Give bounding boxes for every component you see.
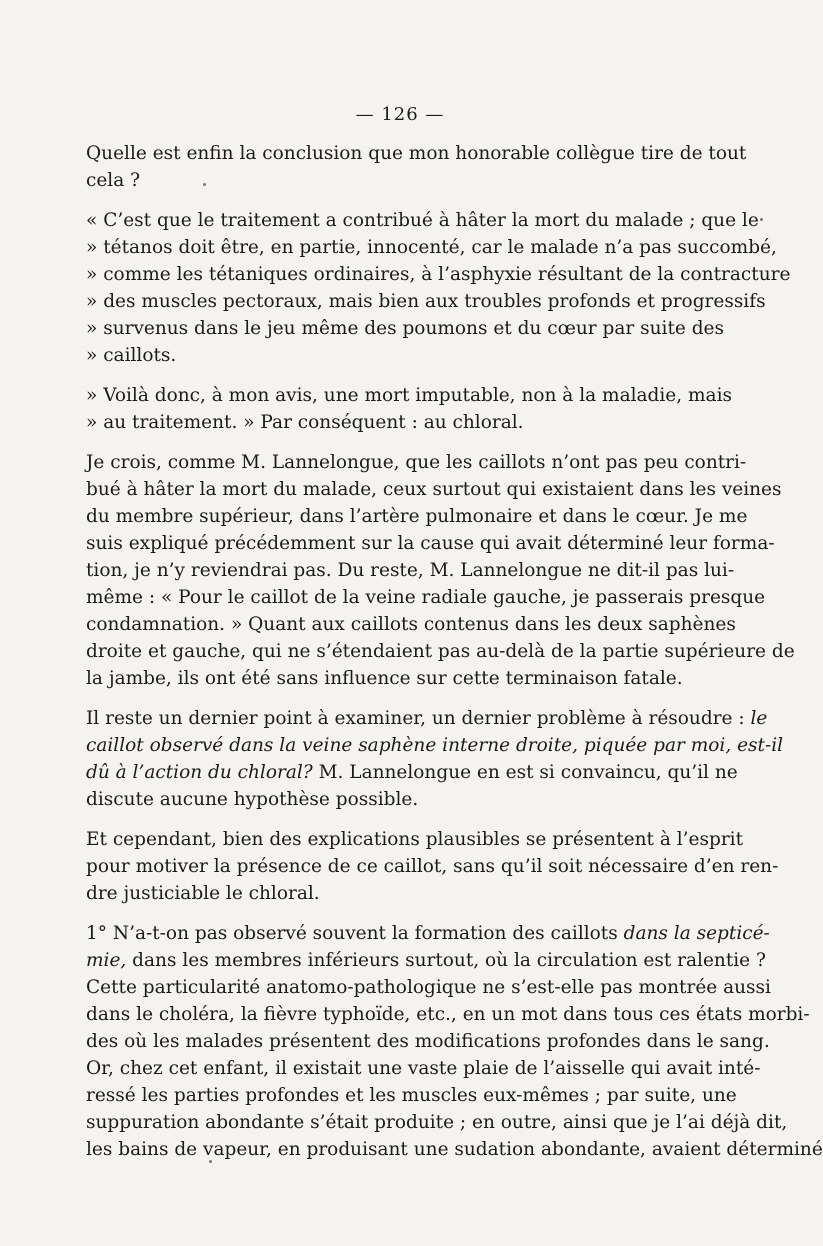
text-line: tion, je n’y reviendrai pas. Du reste, M. Lannelongue ne dit-il pas lui- [86, 560, 735, 581]
italic-run: caillot observé dans la veine saphène interne droite, piquée par moi, est-il [86, 735, 784, 756]
paragraph-6 [86, 826, 779, 907]
text-line: bué à hâter la mort du malade, ceux surtout qui existaient dans les veines [86, 479, 782, 500]
text-line: même : « Pour le caillot de la veine radiale gauche, je passerais presque [86, 587, 766, 608]
text-line [86, 732, 784, 759]
text-line: dans le choléra, la fièvre typhoïde, etc., en un mot dans tous ces états morbi- [86, 1004, 810, 1025]
text-line: discute aucune hypothèse possible. [86, 789, 419, 810]
text-line [86, 759, 738, 786]
text-line: des où les malades présentent des modifications profondes dans le sang. [86, 1031, 770, 1052]
text-run: M. Lannelongue en est si convaincu, qu’il ne [312, 762, 738, 783]
text-line: pour motiver la présence de ce caillot, sans qu’il soit nécessaire d’en ren- [86, 856, 779, 877]
text-line: du membre supérieur, dans l’artère pulmonaire et dans le cœur. Je me [86, 506, 748, 527]
page-number: — 126 — [355, 104, 445, 125]
paragraph-7 [86, 920, 823, 1163]
text-line: « C’est que le traitement a contribué à hâter la mort du malade ; que le [86, 210, 759, 231]
paragraph-2-quote [86, 207, 791, 369]
text-run: dans les membres inférieurs surtout, où la circulation est ralentie ? [126, 950, 766, 971]
text-line: condamnation. » Quant aux caillots contenus dans les deux saphènes [86, 614, 736, 635]
text-line: » caillots. [86, 345, 177, 366]
paragraph-3-quote [86, 382, 733, 436]
text-line: Je crois, comme M. Lannelongue, que les caillots n’ont pas peu contri- [86, 452, 747, 473]
page-body [86, 140, 823, 1176]
text-line: » tétanos doit être, en partie, innocenté, car le malade n’a pas succombé, [86, 237, 777, 258]
text-line: dre justiciable le chloral. [86, 883, 320, 904]
paper-speck [209, 1160, 212, 1163]
text-line [86, 920, 770, 947]
paper-speck [760, 218, 763, 221]
text-line: droite et gauche, qui ne s’étendaient pas au-delà de la partie supérieure de [86, 641, 795, 662]
text-line: ressé les parties profondes et les muscles eux-mêmes ; par suite, une [86, 1085, 737, 1106]
text-line: » au traitement. » Par conséquent : au chloral. [86, 412, 524, 433]
text-line: Et cependant, bien des explications plausibles se présentent à l’esprit [86, 829, 744, 850]
text-line: suis expliqué précédemment sur la cause qui avait déterminé leur forma- [86, 533, 775, 554]
italic-run: dans la septicé- [623, 923, 770, 944]
text-line: » comme les tétaniques ordinaires, à l’asphyxie résultant de la contracture [86, 264, 791, 285]
text-line: les bains de vapeur, en produisant une sudation abondante, avaient déterminé [86, 1139, 823, 1160]
text-line [86, 947, 766, 974]
text-line: » survenus dans le jeu même des poumons et du cœur par suite des [86, 318, 724, 339]
italic-run: mie, [86, 950, 127, 971]
paragraph-1 [86, 140, 747, 194]
text-line: » Voilà donc, à mon avis, une mort imputable, non à la maladie, mais [86, 385, 733, 406]
text-line: Quelle est enfin la conclusion que mon honorable collègue tire de tout [86, 143, 747, 164]
paragraph-5 [86, 705, 784, 813]
text-run: 1° N’a-t-on pas observé souvent la formation des caillots [86, 923, 624, 944]
text-run: Il reste un dernier point à examiner, un dernier problème à résoudre : [86, 708, 751, 729]
paper-speck [203, 183, 206, 186]
italic-run: dû à l’action du chloral? [86, 762, 313, 783]
italic-run: le [750, 708, 768, 729]
text-line: Or, chez cet enfant, il existait une vaste plaie de l’aisselle qui avait inté- [86, 1058, 761, 1079]
text-line: » des muscles pectoraux, mais bien aux troubles profonds et progressifs [86, 291, 766, 312]
text-line: suppuration abondante s’était produite ; en outre, ainsi que je l’ai déjà dit, [86, 1112, 788, 1133]
text-line [86, 705, 768, 732]
text-line: cela ? [86, 170, 141, 191]
paragraph-4 [86, 449, 795, 692]
text-line: Cette particularité anatomo-pathologique ne s’est-elle pas montrée aussi [86, 977, 771, 998]
text-line: la jambe, ils ont été sans influence sur cette terminaison fatale. [86, 668, 683, 689]
